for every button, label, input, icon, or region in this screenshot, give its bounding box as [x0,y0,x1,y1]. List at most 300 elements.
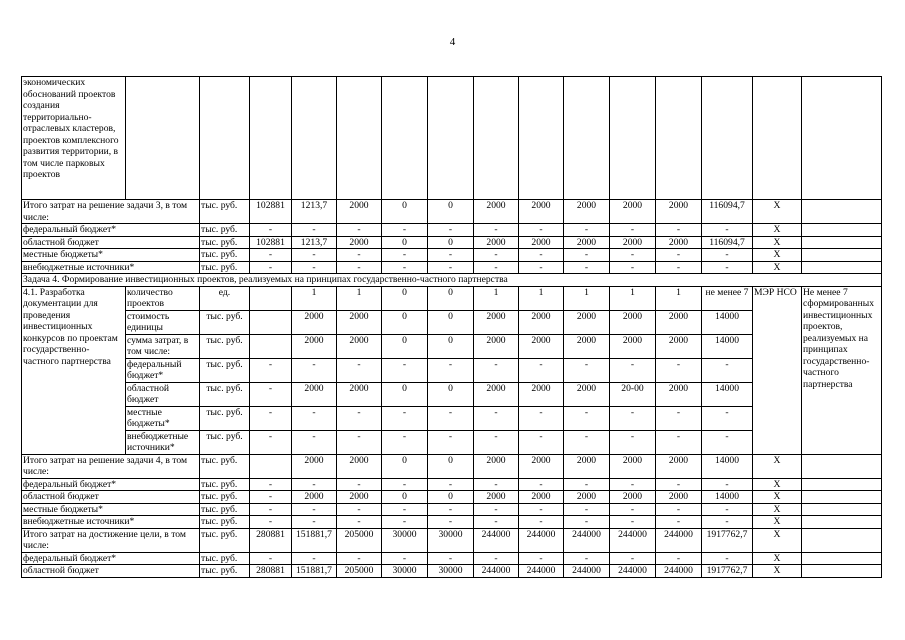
value-cell: - [564,552,610,565]
value-cell: - [519,552,564,565]
value-cell: 1 [610,286,656,310]
value-cell: - [519,224,564,237]
value-cell: - [250,478,292,491]
value-cell: - [292,358,337,382]
responsible-cell: Х [753,491,802,504]
row-label: местные бюджеты* [22,249,200,262]
empty-cell [802,478,882,491]
value-cell: - [519,358,564,382]
empty-cell [753,77,802,200]
budget-table [21,76,882,578]
value-cell: - [292,478,337,491]
value-cell: - [474,406,519,430]
table-row [22,478,882,491]
value-cell: - [474,478,519,491]
value-cell: - [656,249,702,262]
row-label: федеральный бюджет* [22,478,200,491]
empty-cell [564,77,610,200]
value-cell: 2000 [337,454,382,478]
empty-cell [519,77,564,200]
indicator-label: стоимость единицы [126,310,200,334]
value-cell: 2000 [474,454,519,478]
value-cell: - [250,249,292,262]
value-cell: 1917762,7 [702,565,753,578]
value-cell: 2000 [610,454,656,478]
empty-cell [802,454,882,478]
value-cell: 2000 [337,310,382,334]
value-cell: 2000 [564,491,610,504]
value-cell: - [702,516,753,529]
value-cell: 0 [382,454,428,478]
value-cell: 244000 [474,565,519,578]
value-cell: - [428,406,474,430]
value-cell: - [610,358,656,382]
value-cell: - [474,224,519,237]
value-cell: 2000 [610,334,656,358]
value-cell: - [428,358,474,382]
value-cell: - [564,406,610,430]
value-cell: - [428,224,474,237]
value-cell [250,454,292,478]
value-cell: - [610,552,656,565]
value-cell: 20-00 [610,382,656,406]
value-cell: 2000 [474,334,519,358]
value-cell: - [702,430,753,454]
value-cell: 2000 [519,491,564,504]
value-cell: 2000 [292,334,337,358]
value-cell: 0 [382,310,428,334]
value-cell: 102881 [250,236,292,249]
value-cell: 2000 [292,454,337,478]
value-cell: - [656,358,702,382]
unit-cell: тыс. руб. [200,334,250,358]
value-cell: 2000 [337,382,382,406]
value-cell: 2000 [519,236,564,249]
value-cell: 280881 [250,528,292,552]
empty-cell [610,77,656,200]
unit-cell: тыс. руб. [200,491,250,504]
responsible-cell: Х [753,503,802,516]
value-cell: - [337,249,382,262]
table-row [22,491,882,504]
value-cell: - [382,224,428,237]
value-cell: 1 [337,286,382,310]
value-cell: - [337,503,382,516]
value-cell: - [337,430,382,454]
value-cell: 14000 [702,310,753,334]
value-cell: 0 [428,382,474,406]
value-cell: - [474,261,519,274]
value-cell: - [337,224,382,237]
value-cell: - [337,478,382,491]
value-cell: 2000 [564,382,610,406]
unit-cell: тыс. руб. [200,430,250,454]
table-row [22,528,882,552]
value-cell: - [250,430,292,454]
value-cell: 280881 [250,565,292,578]
value-cell: - [337,261,382,274]
value-cell: 0 [428,310,474,334]
empty-cell [802,224,882,237]
result-cell: Не менее 7 сформированных инвестиционных проектов, реализуемых на принципах государственно-частного партнерства [802,286,882,454]
value-cell: - [382,430,428,454]
value-cell: - [428,503,474,516]
value-cell: 0 [428,200,474,224]
unit-cell: тыс. руб. [200,200,250,224]
value-cell: - [428,261,474,274]
value-cell: - [337,516,382,529]
table-row [22,249,882,262]
unit-cell: тыс. руб. [200,565,250,578]
row-label: федеральный бюджет* [22,224,200,237]
table-row [22,454,882,478]
value-cell: - [656,478,702,491]
empty-cell [337,77,382,200]
value-cell: - [292,516,337,529]
value-cell: - [250,224,292,237]
value-cell: - [474,516,519,529]
value-cell: 2000 [519,454,564,478]
value-cell: - [474,249,519,262]
responsible-cell: Х [753,249,802,262]
value-cell: - [337,552,382,565]
value-cell: 0 [382,236,428,249]
value-cell: - [656,430,702,454]
value-cell: - [292,430,337,454]
value-cell: - [337,406,382,430]
value-cell: - [564,516,610,529]
responsible-cell: Х [753,454,802,478]
value-cell: 2000 [337,334,382,358]
value-cell: 1213,7 [292,200,337,224]
indicator-label: областной бюджет [126,382,200,406]
table-row [22,77,882,200]
value-cell: 1 [519,286,564,310]
responsible-cell: Х [753,516,802,529]
value-cell: 2000 [564,200,610,224]
unit-cell: тыс. руб. [200,224,250,237]
unit-cell: ед. [200,286,250,310]
empty-cell [802,261,882,274]
value-cell: 2000 [564,454,610,478]
value-cell: 102881 [250,200,292,224]
value-cell: - [292,224,337,237]
empty-cell [802,565,882,578]
task-title: Задача 4. Формирование инвестиционных проектов, реализуемых на принципах государственно-частного партнерства [22,274,882,287]
responsible-cell: Х [753,478,802,491]
value-cell: - [656,503,702,516]
value-cell: - [702,503,753,516]
value-cell: - [250,491,292,504]
value-cell: 2000 [656,382,702,406]
value-cell: 205000 [337,565,382,578]
value-cell [250,310,292,334]
value-cell: - [656,224,702,237]
empty-cell [802,236,882,249]
value-cell: 14000 [702,454,753,478]
value-cell: - [702,478,753,491]
value-cell: - [474,358,519,382]
value-cell: - [428,478,474,491]
value-cell: - [250,503,292,516]
value-cell: - [564,224,610,237]
value-cell: 2000 [292,491,337,504]
value-cell: - [610,430,656,454]
responsible-cell: МЭР НСО [753,286,802,454]
value-cell: 2000 [337,236,382,249]
value-cell: 2000 [610,310,656,334]
table-row [22,286,882,310]
value-cell: - [382,406,428,430]
value-cell: 0 [428,334,474,358]
unit-cell: тыс. руб. [200,503,250,516]
value-cell: 2000 [337,491,382,504]
unit-cell: тыс. руб. [200,249,250,262]
value-cell: не менее 7 [702,286,753,310]
value-cell: - [292,261,337,274]
value-cell: 0 [428,286,474,310]
value-cell: 116094,7 [702,236,753,249]
row-label: местные бюджеты* [22,503,200,516]
table-row [22,516,882,529]
table-row [22,503,882,516]
empty-cell [802,552,882,565]
value-cell: 0 [428,491,474,504]
value-cell: 2000 [292,310,337,334]
value-cell: 244000 [610,565,656,578]
value-cell: - [519,478,564,491]
value-cell: - [519,261,564,274]
value-cell: - [610,224,656,237]
value-cell: 1 [656,286,702,310]
value-cell [250,286,292,310]
value-cell: 2000 [656,454,702,478]
row-label: Итого затрат на достижение цели, в том числе: [22,528,200,552]
value-cell: - [702,224,753,237]
unit-cell: тыс. руб. [200,236,250,249]
value-cell: 14000 [702,491,753,504]
empty-cell [802,249,882,262]
value-cell: - [250,516,292,529]
empty-cell [474,77,519,200]
responsible-cell: Х [753,552,802,565]
value-cell: 30000 [428,528,474,552]
value-cell: 2000 [564,310,610,334]
empty-cell [292,77,337,200]
value-cell: - [292,406,337,430]
measure-label: 4.1. Разработка документации для проведения инвестиционных конкурсов по проектам государственно-частного партнерства [22,286,126,454]
value-cell: 14000 [702,334,753,358]
value-cell: - [564,503,610,516]
value-cell: - [702,261,753,274]
unit-cell: тыс. руб. [200,406,250,430]
value-cell: 2000 [656,236,702,249]
value-cell: - [382,261,428,274]
empty-cell [656,77,702,200]
value-cell: 205000 [337,528,382,552]
value-cell: - [292,552,337,565]
value-cell: 0 [382,382,428,406]
value-cell: 2000 [337,200,382,224]
responsible-cell: Х [753,236,802,249]
value-cell: - [519,430,564,454]
value-cell: 30000 [428,565,474,578]
value-cell: 2000 [519,310,564,334]
table-row [22,261,882,274]
unit-cell: тыс. руб. [200,516,250,529]
table-row [22,200,882,224]
table-row [22,274,882,287]
value-cell: 2000 [610,236,656,249]
value-cell: - [656,261,702,274]
value-cell: - [702,406,753,430]
value-cell: - [474,503,519,516]
value-cell: 2000 [292,382,337,406]
value-cell: 1917762,7 [702,528,753,552]
value-cell: 1 [564,286,610,310]
value-cell: - [702,358,753,382]
value-cell: 151881,7 [292,528,337,552]
row-label: областной бюджет [22,491,200,504]
unit-cell: тыс. руб. [200,382,250,406]
value-cell: - [250,261,292,274]
value-cell: - [428,516,474,529]
value-cell: - [610,261,656,274]
value-cell: 0 [428,236,474,249]
table-row [22,236,882,249]
unit-cell: тыс. руб. [200,528,250,552]
value-cell: - [337,358,382,382]
value-cell: 244000 [519,565,564,578]
value-cell: 2000 [474,236,519,249]
value-cell: 14000 [702,382,753,406]
indicator-label: сумма затрат, в том числе: [126,334,200,358]
value-cell: - [428,430,474,454]
value-cell: - [474,552,519,565]
value-cell: 30000 [382,528,428,552]
value-cell: 0 [382,491,428,504]
value-cell: 244000 [519,528,564,552]
value-cell: - [382,552,428,565]
indicator-label: количество проектов [126,286,200,310]
value-cell: - [702,552,753,565]
value-cell: 2000 [519,382,564,406]
row-label: внебюджетные источники* [22,516,200,529]
value-cell: 2000 [610,491,656,504]
empty-cell [200,77,250,200]
value-cell [250,334,292,358]
empty-cell [802,491,882,504]
unit-cell: тыс. руб. [200,358,250,382]
value-cell: - [428,249,474,262]
value-cell: - [519,249,564,262]
row-label: Итого затрат на решение задачи 4, в том числе: [22,454,200,478]
value-cell: - [474,430,519,454]
value-cell: 0 [382,286,428,310]
value-cell: - [702,249,753,262]
value-cell: 151881,7 [292,565,337,578]
indicator-label: федеральный бюджет* [126,358,200,382]
responsible-cell: Х [753,565,802,578]
row-label: федеральный бюджет* [22,552,200,565]
unit-cell: тыс. руб. [200,261,250,274]
value-cell: 2000 [474,200,519,224]
value-cell: 244000 [656,528,702,552]
value-cell: 0 [382,200,428,224]
value-cell: - [250,552,292,565]
value-cell: - [564,358,610,382]
value-cell: - [564,261,610,274]
value-cell: 1 [292,286,337,310]
value-cell: - [382,478,428,491]
value-cell: - [519,406,564,430]
value-cell: - [382,503,428,516]
value-cell: 244000 [656,565,702,578]
table-row [22,552,882,565]
value-cell: 244000 [474,528,519,552]
value-cell: - [292,503,337,516]
value-cell: - [564,478,610,491]
value-cell: 2000 [519,200,564,224]
value-cell: 30000 [382,565,428,578]
value-cell: 1 [474,286,519,310]
value-cell: - [610,249,656,262]
value-cell: - [519,516,564,529]
unit-cell: тыс. руб. [200,310,250,334]
value-cell: - [610,516,656,529]
value-cell: 116094,7 [702,200,753,224]
empty-cell [250,77,292,200]
value-cell: 2000 [474,310,519,334]
value-cell: 2000 [474,382,519,406]
page-number: 4 [449,36,456,48]
empty-cell [802,200,882,224]
responsible-cell: Х [753,261,802,274]
responsible-cell: Х [753,528,802,552]
value-cell: - [656,516,702,529]
value-cell: 2000 [564,334,610,358]
value-cell: - [519,503,564,516]
value-cell: 2000 [519,334,564,358]
value-cell: 0 [382,334,428,358]
value-cell: - [428,552,474,565]
value-cell: 2000 [656,200,702,224]
value-cell: - [382,516,428,529]
value-cell: 2000 [656,334,702,358]
value-cell: - [610,406,656,430]
empty-cell [802,503,882,516]
empty-cell [802,77,882,200]
value-cell: - [250,406,292,430]
empty-cell [126,77,200,200]
value-cell: 0 [428,454,474,478]
value-cell: - [250,358,292,382]
value-cell: 244000 [564,565,610,578]
value-cell: 244000 [610,528,656,552]
empty-cell [802,516,882,529]
indicator-label: внебюджетные источники* [126,430,200,454]
responsible-cell: Х [753,224,802,237]
table-row [22,224,882,237]
row-label: внебюджетные источники* [22,261,200,274]
value-cell: 244000 [564,528,610,552]
value-cell: - [382,249,428,262]
empty-cell [382,77,428,200]
value-cell: - [564,249,610,262]
value-cell: - [250,382,292,406]
unit-cell: тыс. руб. [200,454,250,478]
empty-cell [802,528,882,552]
